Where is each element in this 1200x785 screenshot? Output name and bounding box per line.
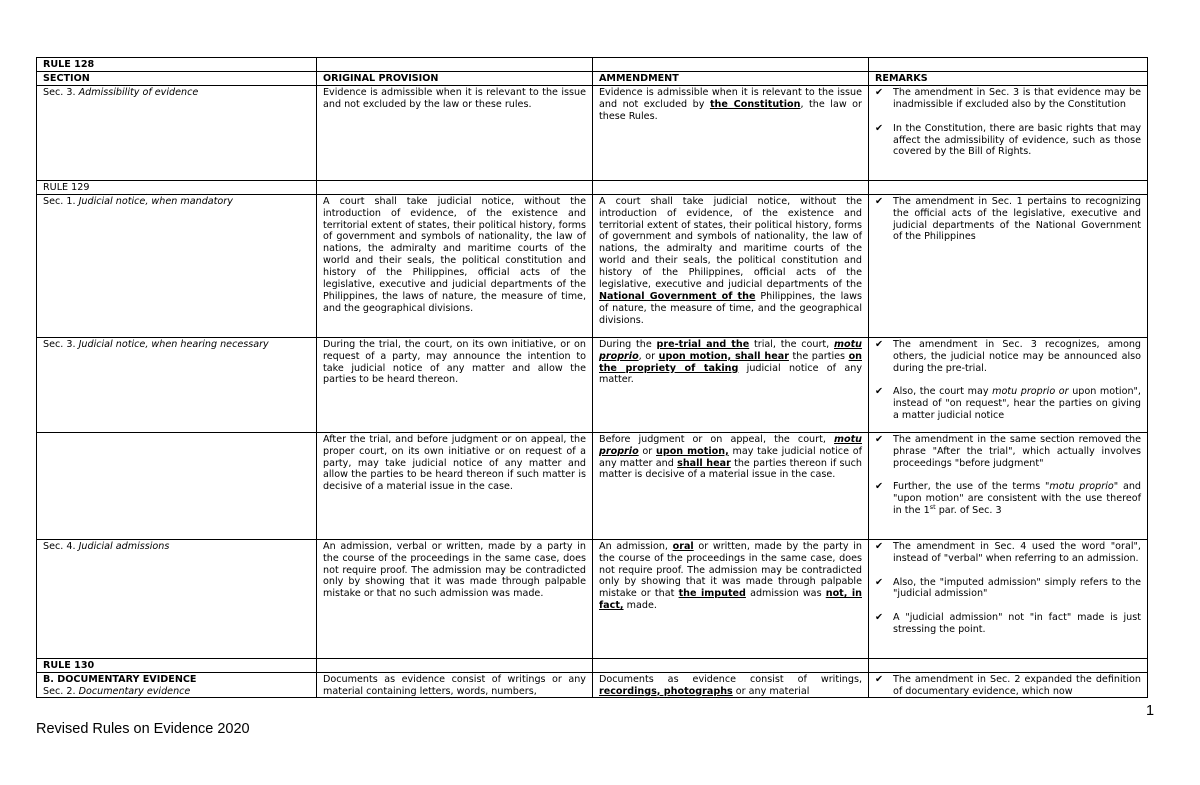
remark-item: ✔ The amendment in Sec. 3 recognizes, among others, the judicial notice may be announced also during the pre-trial. bbox=[875, 338, 1141, 374]
section-number: Sec. 2. bbox=[43, 685, 79, 697]
amendment-highlight: on the propriety of taking bbox=[599, 350, 862, 374]
amendment-text: Documents as evidence consist of writings, recordings, photographs or any material bbox=[593, 672, 869, 698]
section-title: Admissibility of evidence bbox=[78, 86, 199, 98]
section-number: Sec. 1. bbox=[43, 195, 79, 207]
amendment-highlight: not, in fact, bbox=[599, 588, 862, 612]
amendment-highlight: National Government of the bbox=[599, 290, 756, 302]
remark-item: ✔ Further, the use of the terms "motu proprio" and "upon motion" are consistent with the use thereof in the 1st par. of Sec. 3 bbox=[875, 481, 1142, 517]
remark-item: ✔ A "judicial admission" not "in fact" made is just stressing the point. bbox=[875, 612, 1141, 636]
page-number: 1 bbox=[1146, 703, 1155, 719]
original-provision: A court shall take judicial notice, without the introduction of evidence, of the existence and territorial extent of states, their political history, forms of government and symbols of nationality, the law of nations, the admiralty and maritime courts of the world and their seals, the political constitution and history of the Philippines, official acts of the legislative, executive and judicial departments of the Philippines, the laws of nature, the measure of time, and the geographical divisions. bbox=[317, 194, 593, 337]
footer-title: Revised Rules on Evidence 2020 bbox=[36, 721, 250, 737]
checkmark-icon: ✔ bbox=[875, 673, 884, 685]
section-cell bbox=[37, 85, 317, 180]
checkmark-icon: ✔ bbox=[875, 386, 884, 398]
amendment-highlight: oral bbox=[672, 540, 694, 552]
table-row bbox=[37, 85, 1148, 180]
section-cell bbox=[37, 337, 317, 432]
amendment-highlight: upon motion, shall hear bbox=[658, 350, 789, 362]
amendment-text: Evidence is admissible when it is relevant to the issue and not excluded by the Constitution, the law or these Rules. bbox=[593, 85, 869, 180]
original-provision: An admission, verbal or written, made by a party in the course of the proceedings in the same case, does not require proof. The admission may be contradicted only by showing that it was made through palpable mistake or that no such admission was made. bbox=[317, 539, 593, 658]
header-original: ORIGINAL PROVISION bbox=[317, 71, 593, 85]
remarks-cell bbox=[869, 672, 1148, 698]
table-row bbox=[37, 337, 1148, 432]
table-row bbox=[37, 539, 1148, 658]
checkmark-icon: ✔ bbox=[875, 612, 884, 624]
rule-128-row bbox=[37, 58, 1148, 72]
header-remarks: REMARKS bbox=[869, 71, 1148, 85]
amendment-highlight: shall hear bbox=[677, 457, 731, 469]
section-cell bbox=[37, 194, 317, 337]
remarks-cell bbox=[869, 432, 1148, 539]
remarks-cell bbox=[869, 539, 1148, 658]
checkmark-icon: ✔ bbox=[875, 195, 884, 207]
table-row bbox=[37, 432, 1148, 539]
table-row bbox=[37, 672, 1148, 698]
section-title: Judicial notice, when mandatory bbox=[78, 195, 233, 207]
original-provision: Documents as evidence consist of writings or any material containing letters, words, numbers, bbox=[317, 672, 593, 698]
rule-130-row bbox=[37, 658, 1148, 672]
checkmark-icon: ✔ bbox=[875, 576, 884, 588]
remarks-cell bbox=[869, 85, 1148, 180]
section-cell bbox=[37, 672, 317, 698]
remark-item: ✔ The amendment in Sec. 2 expanded the definition of documentary evidence, which now bbox=[875, 673, 1141, 697]
amendment-text: During the pre-trial and the trial, the court, motu proprio, or upon motion, shall hear the parties on the propriety of taking judicial notice of any matter. bbox=[593, 337, 869, 432]
amendment-text: Before judgment or on appeal, the court, motu proprio or upon motion, may take judicial notice of any matter and shall hear the parties thereon if such matter is decisive of a material issue in the case. bbox=[593, 432, 869, 539]
amendment-text: A court shall take judicial notice, without the introduction of evidence, of the existence and territorial extent of states, their political history, forms of government and symbols of nationality, the law of nations, the admiralty and maritime courts of the world and their seals, the political constitution and history of the Philippines, official acts of the legislative, executive and judicial departments of the National Government of the Philippines, the laws of nature, the measure of time, and the geographical divisions. bbox=[593, 194, 869, 337]
remark-item: ✔ The amendment in the same section removed the phrase "After the trial", which actually involves proceedings "before judgment" bbox=[875, 433, 1141, 469]
remark-item: ✔ The amendment in Sec. 3 is that evidence may be inadmissible if excluded also by the Constitution bbox=[875, 86, 1141, 110]
section-cell bbox=[37, 432, 317, 539]
section-number: Sec. 3. bbox=[43, 338, 79, 350]
section-cell bbox=[37, 539, 317, 658]
rule-130-label: RULE 130 bbox=[37, 658, 317, 672]
amendment-text: An admission, oral or written, made by the party in the course of the proceedings in the same case, does not require proof. The admission may be contradicted only by showing that it was made through palpable mistake or that the imputed admission was not, in fact, made. bbox=[593, 539, 869, 658]
header-row bbox=[37, 71, 1148, 85]
remarks-cell bbox=[869, 194, 1148, 337]
remark-item: ✔ Also, the "imputed admission" simply refers to the "judicial admission" bbox=[875, 576, 1141, 600]
header-section: SECTION bbox=[37, 71, 317, 85]
rule-128-label: RULE 128 bbox=[37, 58, 317, 72]
remark-item: ✔ The amendment in Sec. 1 pertains to recognizing the official acts of the legislative, executive and judicial departments of the National Government of the Philippines bbox=[875, 195, 1141, 243]
table-row bbox=[37, 194, 1148, 337]
remarks-cell bbox=[869, 337, 1148, 432]
amendment-highlight: motu proprio bbox=[599, 338, 863, 362]
subsection-heading: B. DOCUMENTARY EVIDENCE bbox=[43, 673, 197, 685]
section-number: Sec. 4. bbox=[43, 540, 79, 552]
remark-item: ✔ In the Constitution, there are basic rights that may affect the admissibility of evidence, such as those covered by the Bill of Rights. bbox=[875, 122, 1141, 158]
amendment-highlight: upon motion, bbox=[656, 445, 729, 457]
amendment-highlight: pre-trial and the bbox=[656, 338, 750, 350]
section-title: Judicial admissions bbox=[78, 540, 170, 552]
checkmark-icon: ✔ bbox=[875, 433, 884, 445]
checkmark-icon: ✔ bbox=[875, 338, 884, 350]
section-title: Judicial notice, when hearing necessary bbox=[78, 338, 269, 350]
amendment-highlight: the Constitution bbox=[709, 98, 801, 110]
header-amendment: AMMENDMENT bbox=[593, 71, 869, 85]
rule-129-label: RULE 129 bbox=[37, 180, 317, 194]
section-title: Documentary evidence bbox=[78, 685, 191, 697]
comparison-table bbox=[36, 57, 1148, 698]
original-provision: After the trial, and before judgment or on appeal, the proper court, on its own initiative or on request of a party, may take judicial notice of any matter and allow the parties to be heard thereon if such matter is decisive of a material issue in the case. bbox=[317, 432, 593, 539]
checkmark-icon: ✔ bbox=[875, 540, 884, 552]
original-provision: During the trial, the court, on its own initiative, or on request of a party, may announce the intention to take judicial notice of any matter and allow the parties to be heard thereon. bbox=[317, 337, 593, 432]
section-number: Sec. 3. bbox=[43, 86, 79, 98]
amendment-highlight: the imputed bbox=[678, 588, 746, 600]
remark-item: ✔ Also, the court may motu proprio or upon motion", instead of "on request", hear the parties on giving a matter judicial notice bbox=[875, 386, 1141, 422]
rule-129-row bbox=[37, 180, 1148, 194]
amendment-highlight: motu proprio bbox=[599, 433, 862, 457]
checkmark-icon: ✔ bbox=[875, 122, 884, 134]
checkmark-icon: ✔ bbox=[875, 481, 884, 493]
remark-item: ✔ The amendment in Sec. 4 used the word "oral", instead of "verbal" when referring to an admission. bbox=[875, 540, 1141, 564]
original-provision: Evidence is admissible when it is relevant to the issue and not excluded by the law or these rules. bbox=[317, 85, 593, 180]
checkmark-icon: ✔ bbox=[875, 86, 884, 98]
amendment-highlight: recordings, photographs bbox=[599, 685, 733, 697]
